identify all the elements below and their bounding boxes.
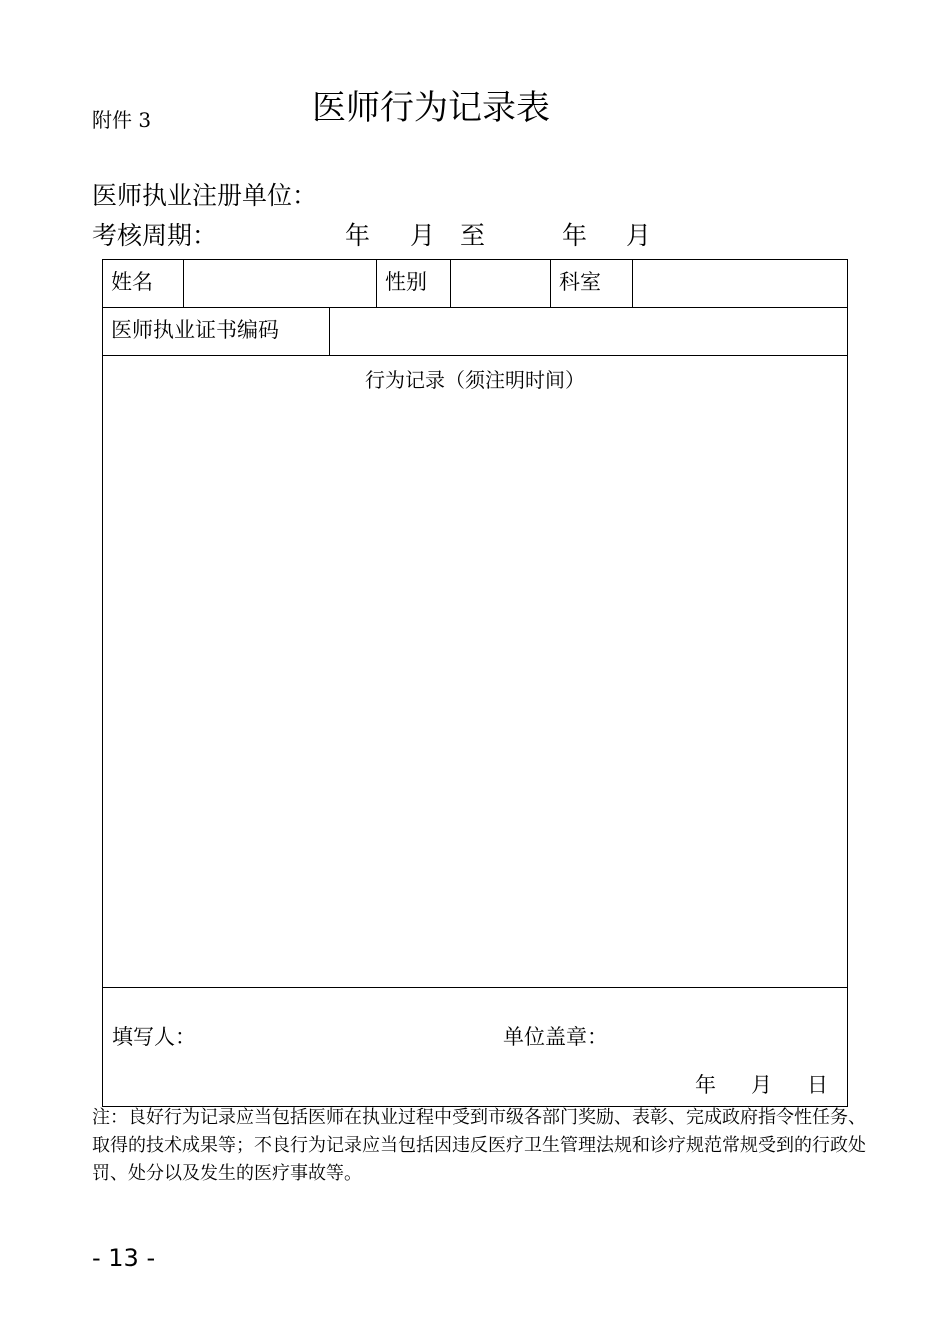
license-row <box>103 308 847 356</box>
personal-info-row <box>103 260 847 308</box>
name-value-cell[interactable] <box>184 260 377 307</box>
filler-label: 填写人： <box>112 1025 196 1049</box>
period-year-end: 年 <box>562 221 588 250</box>
page-title: 医师行为记录表 <box>312 88 550 128</box>
period-month-start: 月 <box>410 221 436 250</box>
behavior-record-label: 行为记录（须注明时间） <box>365 368 585 392</box>
behavior-record-row <box>103 356 847 988</box>
date-day: 日 <box>807 1073 828 1097</box>
attachment-label: 附件 3 <box>92 108 152 132</box>
page-number: - 13 - <box>92 1244 156 1272</box>
footnote: 注：良好行为记录应当包括医师在执业过程中受到市级各部门奖励、表彰、完成政府指令性任务、取得的技术成果等；不良行为记录应当包括因违反医疗卫生管理法规和诊疗规范常规受到的行政处罚、处分以及发生的医疗事故等。 <box>92 1107 866 1184</box>
gender-value-cell[interactable] <box>451 260 551 307</box>
doctor-behavior-record-table <box>102 259 848 1107</box>
assessment-period-label: 考核周期： <box>92 221 218 250</box>
license-number-label: 医师执业证书编码 <box>103 308 330 355</box>
period-year-start: 年 <box>345 221 371 250</box>
signature-row <box>103 988 847 1106</box>
gender-label: 性别 <box>377 260 451 307</box>
unit-seal-label: 单位盖章： <box>503 1025 608 1049</box>
date-month: 月 <box>751 1073 772 1097</box>
period-to: 至 <box>460 221 486 250</box>
department-label: 科室 <box>551 260 633 307</box>
period-month-end: 月 <box>626 221 652 250</box>
name-label: 姓名 <box>103 260 184 307</box>
date-year: 年 <box>695 1073 716 1097</box>
department-value-cell[interactable] <box>633 260 847 307</box>
registration-unit-label: 医师执业注册单位： <box>92 181 318 210</box>
license-number-value-cell[interactable] <box>330 308 847 355</box>
